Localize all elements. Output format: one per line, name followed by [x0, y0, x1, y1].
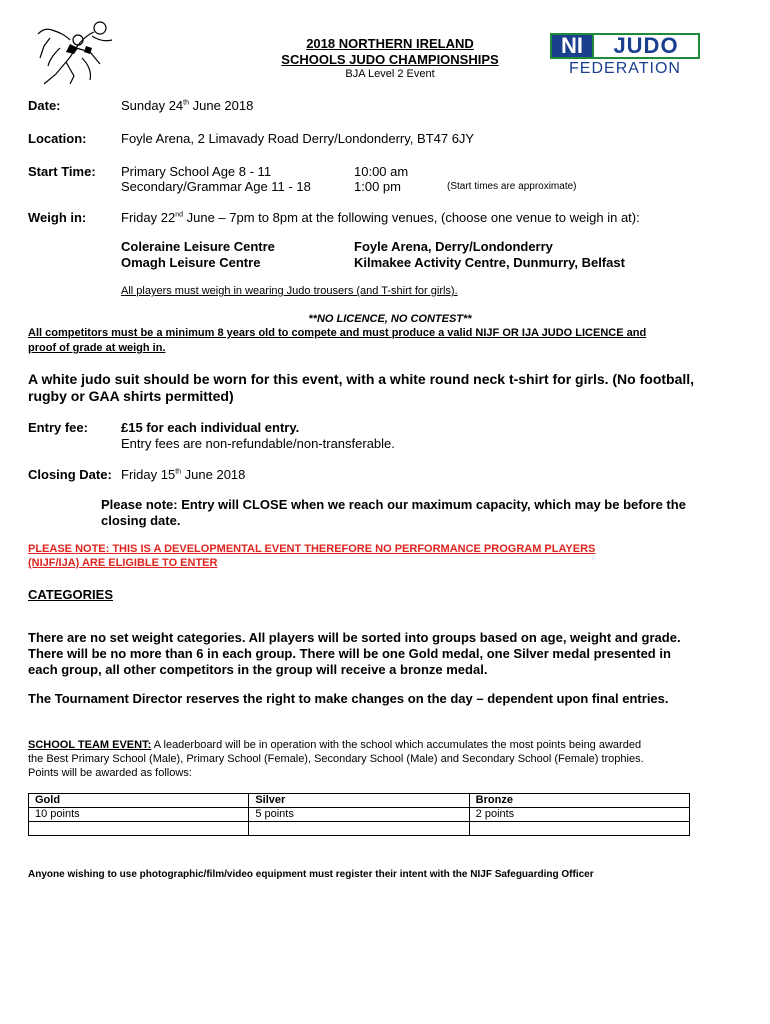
developmental-line1: PLEASE NOTE: THIS IS A DEVELOPMENTAL EVENT THEREFORE NO PERFORMANCE PROGRAM PLAYERS — [28, 543, 596, 555]
weigh-in-intro: Friday 22nd June – 7pm to 8pm at the following venues, (choose one venue to weigh in at): — [121, 210, 640, 225]
table-cell-silver-points: 5 points — [249, 808, 469, 822]
photography-notice: Anyone wishing to use photographic/film/video equipment must register their intent with the NIJF Safeguarding Officer — [28, 869, 594, 880]
start-time-secondary: 1:00 pm — [354, 179, 401, 194]
school-team-heading: SCHOOL TEAM EVENT: — [28, 739, 152, 751]
venue-foyle: Foyle Arena, Derry/Londonderry — [354, 239, 553, 254]
licence-line1: All competitors must be a minimum 8 years old to compete and must produce a valid NIJF OR IJA JUDO LICENCE and — [28, 327, 647, 339]
table-row — [29, 808, 690, 822]
school-team-line1: SCHOOL TEAM EVENT: A leaderboard will be in operation with the school which accumulates the most points being awarded — [28, 739, 642, 751]
categories-p1-line1: There are no set weight categories. All players will be sorted into groups based on age, weight and grade. — [28, 630, 681, 645]
weigh-in-label: Weigh in: — [28, 210, 87, 225]
licence-heading: **NO LICENCE, NO CONTEST** — [308, 313, 472, 325]
categories-p2: The Tournament Director reserves the right to make changes on the day – dependent upon final entries. — [28, 691, 669, 706]
table-cell-empty — [29, 822, 249, 836]
school-team-line2: the Best Primary School (Male), Primary School (Female), Secondary School (Male) and Secondary School (Female) trophies. — [28, 753, 644, 765]
licence-line2: proof of grade at weigh in. — [28, 342, 166, 354]
school-team-line3: Points will be awarded as follows: — [28, 767, 192, 779]
location-label: Location: — [28, 131, 87, 146]
points-table — [28, 793, 690, 836]
table-row — [29, 822, 690, 836]
entry-fee-note: Entry fees are non-refundable/non-transferable. — [121, 436, 395, 451]
closing-date-label: Closing Date: — [28, 467, 112, 482]
logo-federation: FEDERATION — [569, 60, 681, 77]
suit-line1: A white judo suit should be worn for this event, with a white round neck t-shirt for girls. (No football, — [28, 371, 695, 387]
suit-line2: rugby or GAA shirts permitted) — [28, 388, 234, 404]
date-label: Date: — [28, 98, 61, 113]
weigh-in-note: All players must weigh in wearing Judo trousers (and T-shirt for girls). — [121, 285, 458, 297]
start-time-label: Start Time: — [28, 164, 96, 179]
categories-p1-line2: There will be no more than 6 in each group. There will be one Gold medal, one Silver medal presented in — [28, 646, 671, 661]
developmental-line2: (NIJF/IJA) ARE ELIGIBLE TO ENTER — [28, 557, 218, 569]
categories-heading: CATEGORIES — [28, 587, 113, 602]
table-cell-bronze-points: 2 points — [469, 808, 689, 822]
logo-ni: NI — [550, 33, 594, 59]
table-row — [29, 794, 690, 808]
entry-fee-value: £15 for each individual entry. — [121, 420, 300, 435]
start-time-group-secondary: Secondary/Grammar Age 11 - 18 — [121, 179, 311, 194]
table-cell-gold-points: 10 points — [29, 808, 249, 822]
logo-judo: JUDO — [592, 33, 700, 59]
table-cell-empty — [249, 822, 469, 836]
location-value: Foyle Arena, 2 Limavady Road Derry/Londonderry, BT47 6JY — [121, 131, 475, 146]
event-title-line1: 2018 NORTHERN IRELAND — [306, 36, 474, 51]
start-time-primary: 10:00 am — [354, 164, 409, 179]
nijf-logo — [550, 33, 700, 79]
start-time-group-primary: Primary School Age 8 - 11 — [121, 164, 272, 179]
venue-coleraine: Coleraine Leisure Centre — [121, 239, 275, 254]
closing-note-line1: Please note: Entry will CLOSE when we reach our maximum capacity, which may be before the — [101, 497, 686, 512]
table-header-bronze: Bronze — [469, 794, 689, 808]
event-subtitle: BJA Level 2 Event — [345, 68, 435, 80]
judo-throw-illustration — [30, 18, 120, 88]
table-cell-empty — [469, 822, 689, 836]
table-header-silver: Silver — [249, 794, 469, 808]
start-time-note: (Start times are approximate) — [447, 181, 577, 192]
entry-fee-label: Entry fee: — [28, 420, 88, 435]
categories-p1-line3: each group, all other competitors in the group will receive a bronze medal. — [28, 662, 488, 677]
venue-kilmakee: Kilmakee Activity Centre, Dunmurry, Belfast — [354, 255, 625, 270]
venue-omagh: Omagh Leisure Centre — [121, 255, 261, 270]
date-value: Sunday 24th June 2018 — [121, 98, 254, 113]
closing-date-value: Friday 15th June 2018 — [121, 467, 246, 482]
closing-note-line2: closing date. — [101, 513, 181, 528]
table-header-gold: Gold — [29, 794, 249, 808]
event-title-line2: SCHOOLS JUDO CHAMPIONSHIPS — [281, 52, 499, 67]
